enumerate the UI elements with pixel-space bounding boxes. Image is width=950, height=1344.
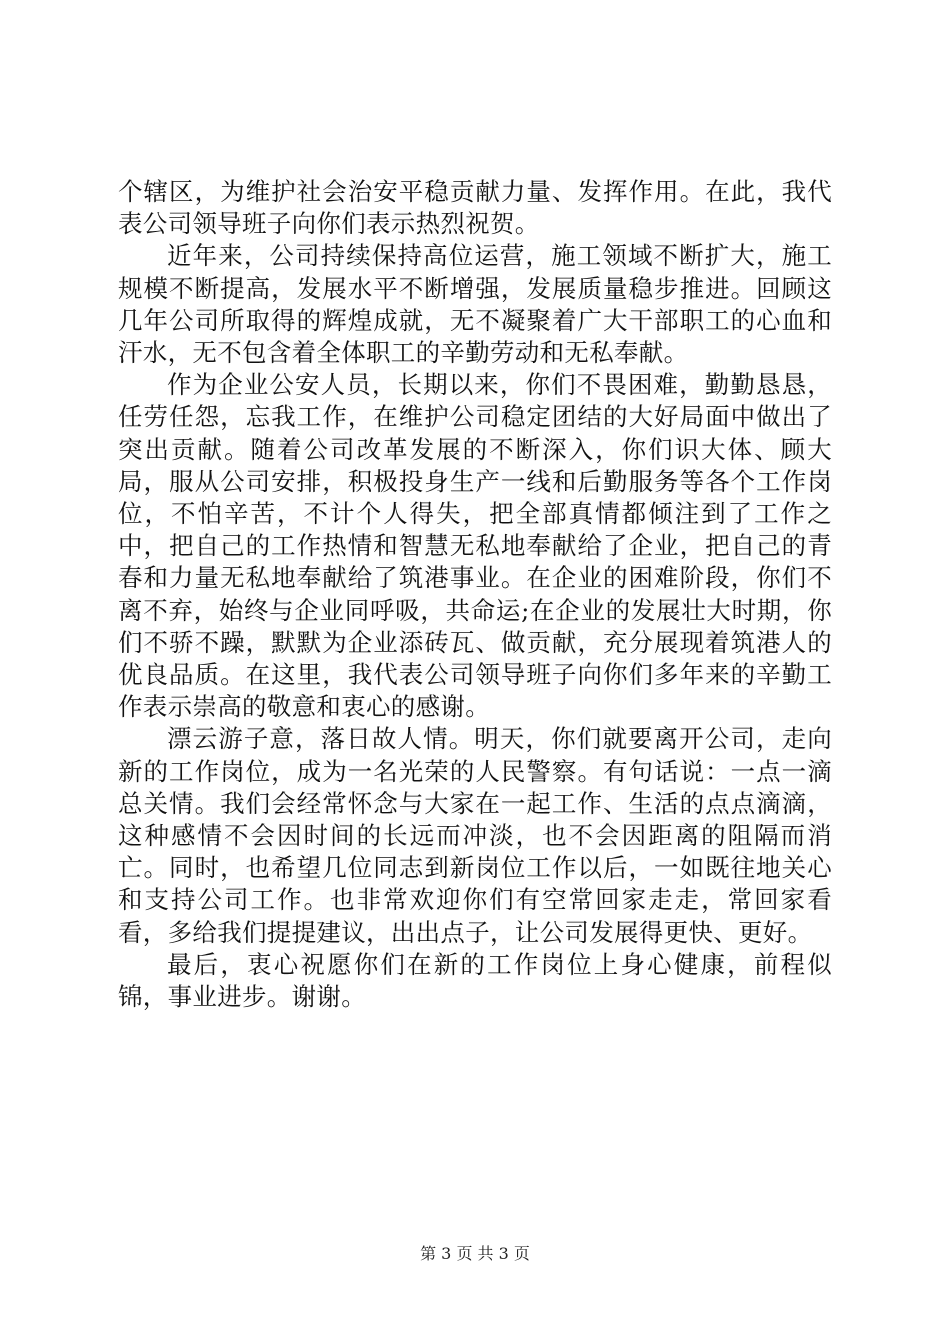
document-body [118, 176, 832, 1013]
paragraph-company-development: 近年来，公司持续保持高位运营，施工领域不断扩大，施工规模不断提高，发展水平不断增强，发展质量稳步推进。回顾这几年公司所取得的辉煌成就，无不凝聚着广大干部职工的心血和汗水，无不包含着全体职工的辛勤劳动和无私奉献。 [118, 241, 832, 368]
page-number-label: 第 3 页 共 3 页 [420, 1244, 530, 1263]
page-footer [0, 1244, 950, 1264]
paragraph-continuation: 个辖区，为维护社会治安平稳贡献力量、发挥作用。在此，我代表公司领导班子向你们表示热烈祝贺。 [118, 177, 832, 239]
paragraph-closing-wishes: 最后，衷心祝愿你们在新的工作岗位上身心健康，前程似锦，事业进步。谢谢。 [118, 949, 832, 1012]
paragraph-police-contribution: 作为企业公安人员，长期以来，你们不畏困难，勤勤恳恳，任劳任怨，忘我工作，在维护公司稳定团结的大好局面中做出了突出贡献。随着公司改革发展的不断深入，你们识大体、顾大局，服从公司安排，积极投身生产一线和后勤服务等各个工作岗位，不怕辛苦，不计个人得失，把全部真情都倾注到了工作之中，把自己的工作热情和智慧无私地奉献给了企业，把自己的青春和力量无私地奉献给了筑港事业。在企业的困难阶段，你们不离不弃，始终与企业同呼吸，共命运;在企业的发展壮大时期，你们不骄不躁，默默为企业添砖瓦、做贡献，充分展现着筑港人的优良品质。在这里，我代表公司领导班子向你们多年来的辛勤工作表示崇高的敬意和衷心的感谢。 [118, 370, 832, 722]
paragraph-farewell: 漂云游子意，落日故人情。明天，你们就要离开公司，走向新的工作岗位，成为一名光荣的人民警察。有句话说：一点一滴总关情。我们会经常怀念与大家在一起工作、生活的点点滴滴，这种感情不会因时间的长远而冲淡，也不会因距离的阻隔而消亡。同时，也希望几位同志到新岗位工作以后，一如既往地关心和支持公司工作。也非常欢迎你们有空常回家走走，常回家看看，多给我们提提建议，出出点子，让公司发展得更快、更好。 [118, 724, 832, 947]
